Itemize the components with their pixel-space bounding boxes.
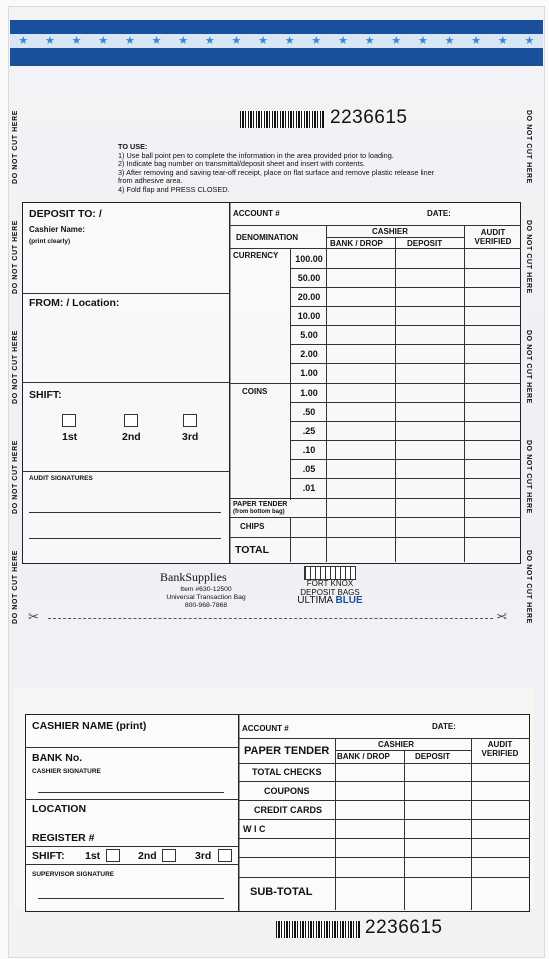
star-icon: ★ — [284, 35, 295, 47]
star-icon: ★ — [124, 35, 135, 47]
deposit-info-panel — [22, 202, 231, 564]
shift-3rd-label: 3rd — [182, 431, 199, 443]
fort-knox-logo — [296, 566, 364, 610]
stub-shift-1st-checkbox[interactable] — [106, 849, 120, 862]
star-icon: ★ — [364, 35, 375, 47]
star-icon: ★ — [151, 35, 162, 47]
coin-01: .01 — [302, 483, 316, 493]
do-not-cut-text: DO NOT CUT HERE — [525, 550, 532, 624]
star-icon: ★ — [444, 35, 455, 47]
star-icon: ★ — [71, 35, 82, 47]
print-clearly-label: (print clearly) — [29, 238, 71, 245]
paper-tender-label: PAPER TENDER — [233, 501, 288, 508]
stub-location-label: LOCATION — [32, 803, 87, 815]
item-number: Item #630-12500 — [180, 586, 232, 593]
instructions-title: TO USE: — [118, 142, 148, 151]
stub-shift-label: SHIFT: — [32, 850, 65, 862]
stub-shift-1st-label: 1st — [85, 850, 101, 862]
stub-bank-drop-header: BANK / DROP — [337, 752, 390, 761]
stub-subtotal-label: SUB-TOTAL — [250, 886, 313, 898]
stub-date-label: DATE: — [432, 722, 456, 731]
building-icon — [304, 566, 356, 580]
fk-blue: BLUE — [335, 595, 363, 606]
denom-5: 5.00 — [300, 330, 318, 340]
shift-3rd-checkbox[interactable] — [183, 414, 197, 427]
shift-1st-checkbox[interactable] — [62, 414, 76, 427]
stub-deposit-header: DEPOSIT — [415, 752, 451, 761]
star-icon: ★ — [45, 35, 55, 47]
do-not-cut-text: DO NOT CUT HERE — [12, 550, 19, 624]
instruction-step: 1) Use ball point pen to complete the information in the area provided prior to loading. — [118, 150, 394, 160]
brand-info — [160, 586, 252, 610]
fk-line2: DEPOSIT BAGS — [300, 587, 360, 597]
banksupplies-logo: BankSupplies — [160, 570, 227, 584]
account-label: ACCOUNT # — [233, 209, 280, 218]
do-not-cut-text: DO NOT CUT HERE — [12, 110, 19, 184]
fk-ultima: ULTIMA — [297, 595, 333, 606]
scissors-icon: ✂ — [28, 609, 39, 624]
stub-shift-3rd-label: 3rd — [195, 850, 212, 862]
stub-account-label: ACCOUNT # — [242, 724, 289, 733]
stub-row-total-checks: TOTAL CHECKS — [252, 767, 322, 777]
star-icon: ★ — [417, 35, 428, 47]
denom-2: 2.00 — [300, 349, 318, 359]
coin-05: .05 — [302, 464, 316, 474]
do-not-cut-text: DO NOT CUT HERE — [12, 330, 19, 404]
stub-bank-no-label: BANK No. — [32, 752, 83, 764]
stub-cashier-header: CASHIER — [378, 740, 415, 749]
do-not-cut-text: DO NOT CUT HERE — [525, 110, 532, 184]
shift-2nd-label: 2nd — [122, 431, 141, 443]
bag-number-bottom: 2236615 — [365, 917, 443, 938]
stub-shift-3rd-checkbox[interactable] — [218, 849, 232, 862]
coin-50: .50 — [302, 407, 316, 417]
denom-10: 10.00 — [297, 311, 321, 321]
stub-shift-2nd-checkbox[interactable] — [162, 849, 176, 862]
star-icon: ★ — [497, 35, 508, 47]
star-band — [10, 34, 543, 48]
coin-10: .10 — [302, 445, 316, 455]
do-not-cut-text: DO NOT CUT HERE — [12, 220, 19, 294]
denom-1: 1.00 — [300, 368, 318, 378]
star-icon: ★ — [204, 35, 215, 47]
audit-signatures-label: AUDIT SIGNATURES — [29, 475, 93, 482]
stub-row-credit-cards: CREDIT CARDS — [254, 805, 323, 815]
phone-number: 800-968-7868 — [184, 602, 228, 609]
date-label: DATE: — [427, 209, 451, 218]
shift-label: SHIFT: — [29, 389, 62, 401]
star-icon: ★ — [18, 35, 29, 47]
from-bottom-bag-label: (from bottom bag) — [233, 509, 285, 515]
instruction-step: 4) Fold flap and PRESS CLOSED. — [118, 184, 230, 194]
stub-audit-verified-header: AUDIT VERIFIED — [481, 740, 519, 758]
stub-shift-2nd-label: 2nd — [138, 850, 157, 862]
cashier-header: CASHIER — [372, 227, 409, 236]
star-icon: ★ — [524, 35, 535, 47]
currency-label: CURRENCY — [233, 251, 279, 260]
from-location-label: FROM: / Location: — [29, 297, 120, 309]
tear-line — [48, 618, 493, 619]
coin-25: .25 — [302, 426, 316, 436]
stub-supervisor-signature-label: SUPERVISOR SIGNATURE — [32, 871, 115, 878]
deposit-to-label: DEPOSIT TO: / — [29, 208, 102, 220]
star-icon: ★ — [258, 35, 269, 47]
star-icon: ★ — [178, 35, 189, 47]
stub-cashier-name-label: CASHIER NAME (print) — [32, 720, 147, 732]
instruction-step: 2) Indicate bag number on transmittal/deposit sheet and insert with contents. — [118, 159, 366, 169]
coins-label: COINS — [242, 387, 268, 396]
audit-verified-header: AUDIT VERIFIED — [474, 228, 512, 246]
star-icon: ★ — [338, 35, 348, 47]
denomination-header: DENOMINATION — [236, 233, 299, 242]
bank-drop-header: BANK / DROP — [330, 239, 383, 248]
do-not-cut-text: DO NOT CUT HERE — [525, 330, 532, 404]
coin-1: 1.00 — [300, 388, 318, 398]
stub-row-wic: W I C — [243, 824, 266, 834]
star-icon: ★ — [98, 35, 109, 47]
shift-2nd-checkbox[interactable] — [124, 414, 138, 427]
stub-cashier-signature-label: CASHIER SIGNATURE — [32, 768, 101, 775]
denom-50: 50.00 — [297, 273, 321, 283]
bag-number-top: 2236615 — [330, 107, 408, 128]
total-label: TOTAL — [235, 544, 270, 556]
fk-line1: FORT KNOX — [306, 579, 354, 588]
star-icon: ★ — [471, 35, 482, 47]
do-not-cut-text: DO NOT CUT HERE — [525, 440, 532, 514]
deposit-header: DEPOSIT — [407, 239, 443, 248]
stub-row-coupons: COUPONS — [264, 786, 310, 796]
stub-register-label: REGISTER # — [32, 832, 95, 844]
instruction-step: 3) After removing and saving tear-off receipt, place on flat surface and remove plastic release liner from adhesive area. — [118, 167, 435, 186]
star-icon: ★ — [311, 35, 322, 47]
denom-20: 20.00 — [297, 292, 321, 302]
barcode-bottom — [276, 921, 360, 938]
scissors-icon: ✂ — [496, 609, 507, 624]
cashier-name-label: Cashier Name: — [29, 225, 86, 234]
product-name: Universal Transaction Bag — [166, 594, 246, 601]
do-not-cut-text: DO NOT CUT HERE — [525, 220, 532, 294]
shift-1st-label: 1st — [62, 431, 78, 443]
do-not-cut-text: DO NOT CUT HERE — [12, 440, 19, 514]
chips-label: CHIPS — [240, 522, 265, 531]
security-tape-strip — [10, 20, 543, 66]
barcode-top — [240, 111, 324, 128]
denom-100: 100.00 — [295, 254, 323, 264]
star-icon: ★ — [391, 35, 402, 47]
star-icon: ★ — [231, 35, 242, 47]
stub-paper-tender-header: PAPER TENDER — [244, 745, 330, 757]
instructions — [118, 143, 448, 195]
